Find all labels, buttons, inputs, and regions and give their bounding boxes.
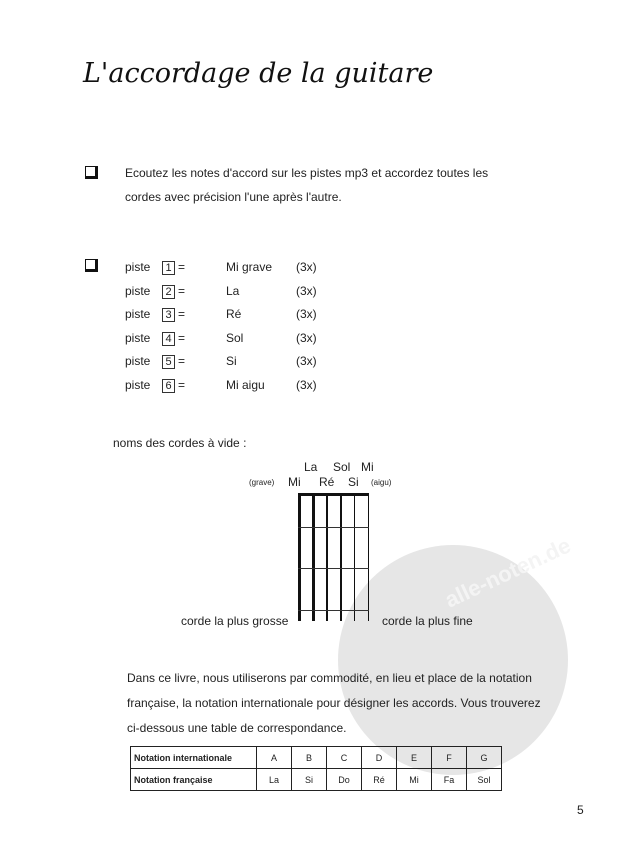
track-label: piste — [125, 307, 151, 321]
equals-sign: = — [178, 377, 186, 392]
track-repeat: (3x) — [296, 330, 317, 345]
nut — [298, 493, 369, 496]
string-label-5: Si — [348, 475, 359, 489]
track-number: 2 — [162, 285, 175, 299]
table-cell: D — [362, 747, 397, 769]
string-6 — [368, 493, 369, 621]
table-cell: G — [467, 747, 502, 769]
track-note: Mi aigu — [226, 377, 265, 392]
table-cell: Do — [327, 769, 362, 791]
checkbox-icon — [85, 166, 98, 179]
track-number-box — [162, 331, 175, 346]
watermark-logo — [338, 545, 568, 775]
track-number: 1 — [162, 261, 175, 275]
row-header: Notation française — [131, 769, 257, 791]
track-note: Sol — [226, 330, 244, 345]
track-repeat: (3x) — [296, 283, 317, 298]
page-title: L'accordage de la guitare — [83, 58, 434, 89]
track-number-box — [162, 307, 175, 322]
table-cell: Ré — [362, 769, 397, 791]
paragraph-line-3: ci-dessous une table de correspondance. — [127, 721, 347, 735]
table-row — [131, 747, 502, 769]
track-number: 6 — [162, 379, 175, 393]
checkbox-icon — [85, 259, 98, 272]
track-label: piste — [125, 283, 151, 298]
track-repeat: (3x) — [296, 260, 317, 274]
label-thickest-string: corde la plus grosse — [181, 614, 289, 628]
table-cell: A — [257, 747, 292, 769]
row-header: Notation internationale — [131, 747, 257, 769]
strings-heading: noms des cordes à vide : — [113, 436, 247, 450]
watermark-text: alle-noten.de — [440, 532, 575, 613]
string-label-6: Mi — [361, 460, 374, 474]
track-label: piste — [125, 260, 151, 274]
track-number: 4 — [162, 332, 175, 346]
track-number-box — [162, 260, 175, 275]
table-cell: C — [327, 747, 362, 769]
track-number: 3 — [162, 308, 175, 322]
table-cell: B — [292, 747, 327, 769]
string-1 — [298, 493, 301, 621]
string-label-1: Mi — [288, 475, 301, 489]
table-cell: F — [432, 747, 467, 769]
page-number: 5 — [577, 803, 584, 817]
label-thinnest-string: corde la plus fine — [382, 614, 473, 628]
equals-sign: = — [178, 283, 186, 298]
equals-sign: = — [178, 307, 186, 321]
string-4 — [340, 493, 342, 621]
equals-sign: = — [178, 330, 186, 345]
paragraph-line-2: française, la notation internationale pour désigner les accords. Vous trouverez — [127, 696, 541, 710]
table-cell: La — [257, 769, 292, 791]
track-note: La — [226, 283, 240, 298]
table-cell: Sol — [467, 769, 502, 791]
string-2 — [312, 493, 315, 621]
table-cell: Si — [292, 769, 327, 791]
table-row — [131, 769, 502, 791]
table-cell: Fa — [432, 769, 467, 791]
notation-table — [130, 746, 502, 791]
track-note: Mi grave — [226, 260, 273, 274]
track-repeat: (3x) — [296, 354, 317, 368]
string-3 — [326, 493, 328, 621]
track-number-box — [162, 378, 175, 393]
label-grave: (grave) — [249, 478, 275, 487]
string-5 — [354, 493, 355, 621]
string-label-2: La — [304, 460, 318, 474]
string-label-4: Sol — [333, 460, 351, 474]
intro-line-1: Ecoutez les notes d'accord sur les pistes mp3 et accordez toutes les — [125, 166, 489, 180]
table-cell: E — [397, 747, 432, 769]
track-note: Si — [226, 354, 237, 368]
fret — [298, 568, 369, 569]
track-label: piste — [125, 377, 151, 392]
label-aigu: (aigu) — [371, 478, 392, 487]
intro-line-2: cordes avec précision l'une après l'autre. — [125, 190, 342, 204]
equals-sign: = — [178, 260, 186, 274]
paragraph-line-1: Dans ce livre, nous utiliserons par commodité, en lieu et place de la notation — [127, 671, 532, 685]
track-number-box — [162, 354, 175, 369]
track-label: piste — [125, 330, 151, 345]
track-note: Ré — [226, 307, 242, 321]
track-repeat: (3x) — [296, 307, 317, 321]
equals-sign: = — [178, 354, 186, 368]
track-number: 5 — [162, 355, 175, 369]
track-label: piste — [125, 354, 151, 368]
fret — [298, 610, 369, 611]
string-label-3: Ré — [319, 475, 335, 489]
track-repeat: (3x) — [296, 377, 317, 392]
table-cell: Mi — [397, 769, 432, 791]
fret — [298, 527, 369, 528]
track-number-box — [162, 284, 175, 299]
